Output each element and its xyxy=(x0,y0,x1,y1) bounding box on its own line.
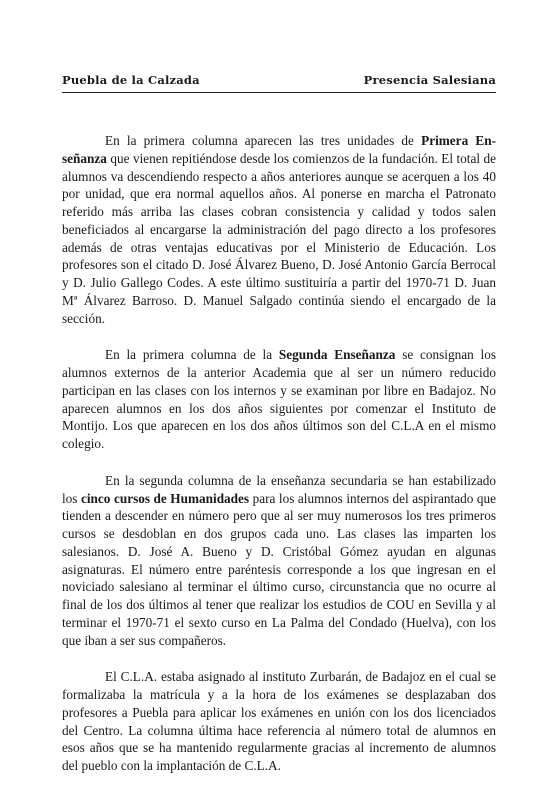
bold-term: Primera Enseñanza xyxy=(62,133,496,166)
header-right-title: Presencia Salesiana xyxy=(363,73,496,87)
paragraph-text: para los alumnos internos del aspirantado que tienden a descender en número pero que al ser muy numerosos los tres primeros cursos se desdoblan en dos grupos cada uno. Las clases las imparten los salesianos. D. José A. Bueno y D. Cristóbal Gómez ayudan en algunas asignaturas. El número entre paréntesis corresponde a los que ingresan en el noviciado salesiano al terminar el último curso, circunstancia que no ocurre al final de los dos últimos al tener que realizar los estudios de COU en Sevilla y al terminar el 1970-71 el sexto curso en La Palma del Condado (Huelva), con los que iban a ser sus compañeros. xyxy=(62,490,496,648)
paragraph-text: En la primera columna de la xyxy=(105,347,279,363)
paragraph-text: que vienen repitiéndose desde los comienzos de la fundación. El total de alumnos va descendiendo respecto a años anteriores aunque se acerquen a los 40 por unidad, que era normal aquellos años. Al ponerse en marcha el Patronato referido más arriba las clases cobran consistencia y calidad y todos salen beneficiados al encargarse la administración del pago directo a los profesores además de otras ventajas educativas por el Ministerio de Educación. Los profesores son el citado D. José Álvarez Bueno, D. José Antonio García Berrocal y D. Julio Gallego Codes. A este último sustituiría a partir del 1970-71 D. Juan Mª Álvarez Barroso. D. Manuel Salgado continúa siendo el encargado de la sección. xyxy=(62,150,496,326)
header-left-title: Puebla de la Calzada xyxy=(62,73,200,87)
paragraph-text: se consignan los alumnos externos de la anterior Academia que al ser un número reducido participan en las clases con los internos y se examinan por libre en Badajoz. No aparecen alumnos en los dos años siguientes por comenzar el Instituto de Montijo. Los que aparecen en los dos años últimos son del C.L.A en el mismo colegio. xyxy=(62,347,496,451)
paragraph-humanidades xyxy=(62,472,496,650)
paragraph-text: El C.L.A. estaba asignado al instituto Zurbarán, de Badajoz en el cual se formalizaba la matrícula y a la hora de los exámenes se desplazaban dos profesores a Puebla para aplicar los exámenes en unión con los dos licenciados del Centro. La columna última hace referencia al número total de alumnos en esos años que se ha mantenido regularmente gracias al incremento de alumnos del pueblo con la implantación de C.L.A. xyxy=(62,669,496,773)
header-rule xyxy=(62,92,496,93)
paragraph-text: En la segunda columna de la enseñanza secundaria se han estabilizado los xyxy=(62,472,496,506)
bold-term: cinco cursos de Humanidades xyxy=(80,490,250,506)
paragraph-cla xyxy=(62,668,496,775)
body-text xyxy=(62,132,496,775)
paragraph-segunda-ensenanza xyxy=(62,346,496,453)
running-header xyxy=(62,73,496,87)
paragraph-text: En la primera columna aparecen las tres unidades de xyxy=(105,133,422,148)
bold-term: Segunda Enseñanza xyxy=(278,347,396,363)
paragraph-primera-ensenanza xyxy=(62,132,496,327)
